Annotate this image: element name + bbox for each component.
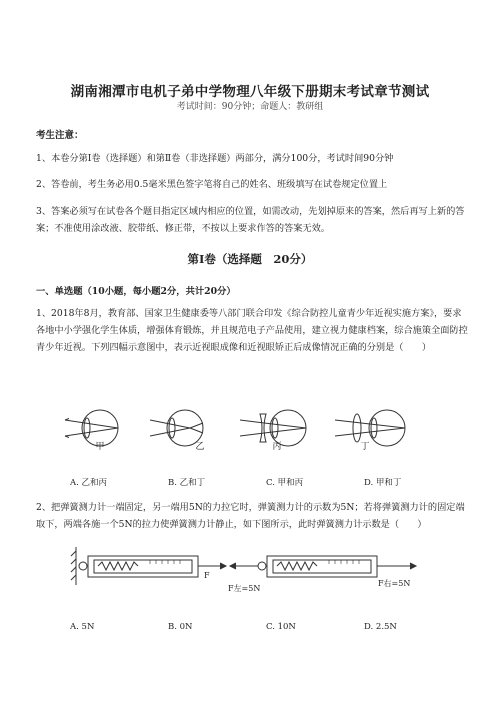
q1-option-c[interactable]: C. 甲和丙 — [266, 478, 304, 488]
notice-item-1: 1、本卷分第Ⅰ卷（选择题）和第Ⅱ卷（非选择题）两部分，满分100分，考试时间90分钟 — [36, 153, 394, 164]
question-1-text: 1、2018年8月，教育部、国家卫生健康委等八部门联合印发《综合防控儿童青少年近视实施方案》，要求各地中小学强化学生体质，增强体育锻炼，并且规范电子产品使用，建立视力健康档案，综合施策全面防控青少年近视。下列四幅示意图中，表示近视眼成像和近视眼矫正后成像情况正确的分别是（ ） — [36, 308, 468, 353]
figure-label-bing: 丙 — [272, 442, 282, 452]
force-label-right: F右=5N — [378, 579, 411, 588]
q2-option-d[interactable]: D. 2.5N — [364, 622, 397, 632]
page-subtitle: 考试时间：90分钟；命题人：教研组 — [176, 102, 324, 112]
figure-label-ding: 丁 — [360, 442, 370, 452]
force-label-left: F左=5N — [228, 584, 261, 593]
page-title: 湖南湘潭市电机子弟中学物理八年级下册期末考试章节测试 — [70, 84, 430, 100]
section-subheading: 一、单选题（10小题，每小题2分，共计20分） — [36, 286, 236, 297]
force-label-f: F — [204, 571, 210, 580]
q2-option-b[interactable]: B. 0N — [168, 622, 193, 632]
question-2-text: 2、把弹簧测力计一端固定，另一端用5N的力拉它时，弹簧测力计的示数为5N；若将弹簧测力计的固定端取下，两端各施一个5N的拉力使弹簧测力计静止，如下图所示，此时弹簧测力计示数是（ ） — [36, 502, 465, 530]
spring-scale-right — [230, 556, 416, 577]
q1-option-b[interactable]: B. 乙和丁 — [168, 478, 206, 488]
figure-label-jia: 甲 — [95, 442, 105, 452]
q1-option-d[interactable]: D. 甲和丁 — [364, 478, 402, 488]
q2-option-c[interactable]: C. 10N — [266, 622, 296, 632]
q1-option-a[interactable]: A. 乙和丙 — [70, 478, 108, 488]
q2-option-a[interactable]: A. 5N — [70, 622, 95, 632]
notice-heading: 考生注意： — [36, 130, 84, 141]
wall — [71, 547, 76, 585]
section-title: 第Ⅰ卷（选择题 20分） — [187, 252, 313, 266]
notice-item-3: 3、答案必须写在试卷各个题目指定区域内相应的位置，如需改动，先划掉原来的答案，然后再写上新的答案；不准使用涂改液、胶带纸、修正带，不按以上要求作答的答案无效。 — [36, 206, 465, 234]
eye-diagrams-figure — [60, 400, 440, 462]
notice-item-2: 2、答卷前，考生务必用0.5毫米黑色签字笔将自己的姓名、班级填写在试卷规定位置上 — [36, 179, 388, 190]
figure-label-yi: 乙 — [195, 442, 205, 452]
